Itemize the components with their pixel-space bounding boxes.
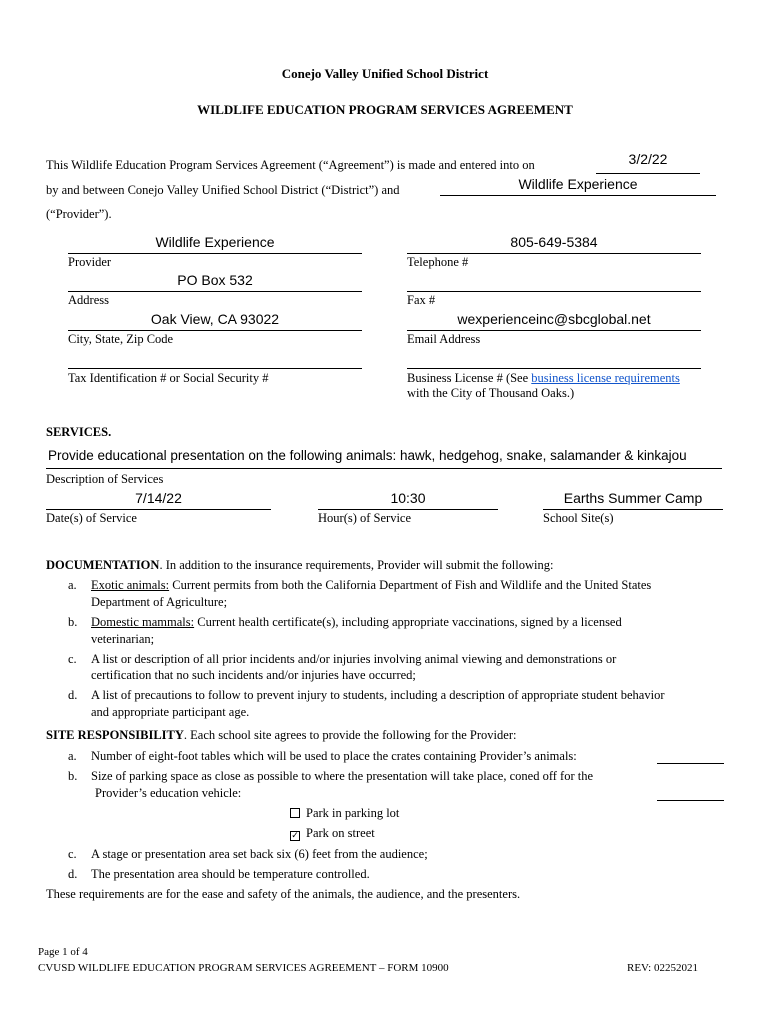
services-heading: SERVICES. xyxy=(46,425,112,439)
site-closing: These requirements are for the ease and safety of the animals, the audience, and the presenters. xyxy=(46,887,521,901)
option-park-street[interactable] xyxy=(290,826,375,841)
service-hours-label: Hour(s) of Service xyxy=(318,511,412,525)
site-intro-text: . Each school site agrees to provide the following for the Provider: xyxy=(183,728,517,742)
form-footer: CVUSD WILDLIFE EDUCATION PROGRAM SERVICES AGREEMENT – FORM 10900 xyxy=(38,962,449,974)
doc-item-b-text: Current health certificate(s), including appropriate vaccinations, signed by a licensed xyxy=(194,615,622,629)
doc-item-d-marker: d. xyxy=(68,688,78,702)
telephone-field[interactable]: 805-649-5384 xyxy=(510,234,598,250)
agreement-date-underline xyxy=(596,173,700,174)
business-license-link[interactable]: business license requirements xyxy=(531,371,680,385)
tax-id-underline xyxy=(68,368,362,369)
school-site-underline xyxy=(543,509,723,510)
site-item-b-marker: b. xyxy=(68,769,78,783)
provider-name-underline xyxy=(440,195,716,196)
provider-name-intro-field[interactable]: Wildlife Experience xyxy=(518,176,638,192)
site-item-a-text: Number of eight-foot tables which will be used to place the crates containing Provider’s animals: xyxy=(91,749,577,763)
address-underline xyxy=(68,291,362,292)
email-field[interactable]: wexperienceinc@sbcglobal.net xyxy=(457,311,651,327)
city-underline xyxy=(68,330,362,331)
fax-label: Fax # xyxy=(407,293,436,307)
doc-item-b-lead: Domestic mammals: xyxy=(91,615,195,629)
documentation-heading: DOCUMENTATION xyxy=(46,558,160,572)
tables-count-field[interactable] xyxy=(657,763,724,764)
fax-underline xyxy=(407,291,701,292)
revision: REV: 02252021 xyxy=(627,962,698,974)
service-date-underline xyxy=(46,509,271,510)
school-site-field[interactable]: Earths Summer Camp xyxy=(563,490,703,506)
intro-line-1: This Wildlife Education Program Services Agreement (“Agreement”) is made and entered into on xyxy=(46,158,535,172)
business-license-underline xyxy=(407,368,701,369)
telephone-label: Telephone # xyxy=(407,255,469,269)
checkbox-checked-icon[interactable]: ✓ xyxy=(291,831,299,841)
email-label: Email Address xyxy=(407,332,481,346)
service-date-label: Date(s) of Service xyxy=(46,511,137,525)
doc-item-d-line2: and appropriate participant age. xyxy=(91,705,250,719)
intro-line-2: by and between Conejo Valley Unified School District (“District”) and xyxy=(46,183,400,197)
service-hours-field[interactable]: 10:30 xyxy=(390,490,426,506)
site-item-b-text: Size of parking space as close as possible to where the presentation will take place, coned off for the xyxy=(91,769,594,783)
provider-label: Provider xyxy=(68,255,112,269)
site-item-b-line2: Provider’s education vehicle: xyxy=(95,786,242,800)
telephone-underline xyxy=(407,253,701,254)
doc-item-a-line2: Department of Agriculture; xyxy=(91,595,228,609)
site-heading: SITE RESPONSIBILITY xyxy=(46,728,184,742)
documentation-intro xyxy=(46,558,553,573)
site-item-d-text: The presentation area should be temperature controlled. xyxy=(91,867,370,881)
doc-item-a-lead: Exotic animals: xyxy=(91,578,170,592)
agreement-date-field[interactable]: 3/2/22 xyxy=(628,151,668,167)
business-license-label-suffix: with the City of Thousand Oaks.) xyxy=(407,386,575,400)
city-label: City, State, Zip Code xyxy=(68,332,174,346)
option-parking-lot-label: Park in parking lot xyxy=(306,806,400,820)
services-description-underline xyxy=(46,468,722,469)
business-license-label xyxy=(407,371,680,386)
parking-size-field[interactable] xyxy=(657,800,724,801)
option-parking-lot[interactable] xyxy=(290,806,399,821)
doc-item-d-text: A list of precautions to follow to prevent injury to students, including a description of appropriate student behavior xyxy=(91,688,665,702)
doc-item-a-text: Current permits from both the California Department of Fish and Wildlife and the United States xyxy=(169,578,652,592)
intro-line-3: (“Provider”). xyxy=(46,207,112,221)
services-description-field[interactable]: Provide educational presentation on the following animals: hawk, hedgehog, snake, salamander & kinkajou xyxy=(48,448,687,463)
district-name: Conejo Valley Unified School District xyxy=(281,66,489,81)
site-item-c-text: A stage or presentation area set back six (6) feet from the audience; xyxy=(91,847,428,861)
address-field[interactable]: PO Box 532 xyxy=(177,272,253,288)
business-license-label-prefix: Business License # (See xyxy=(407,371,529,385)
documentation-intro-text: . In addition to the insurance requirements, Provider will submit the following: xyxy=(159,558,554,572)
doc-item-c-text: A list or description of all prior incidents and/or injuries involving animal viewing and demonstrations or xyxy=(91,652,617,666)
site-item-c-marker: c. xyxy=(68,847,77,861)
agreement-title: WILDLIFE EDUCATION PROGRAM SERVICES AGREEMENT xyxy=(197,102,573,117)
address-label: Address xyxy=(68,293,109,307)
page-number: Page 1 of 4 xyxy=(38,946,88,958)
doc-item-a-marker: a. xyxy=(68,578,77,592)
email-underline xyxy=(407,330,701,331)
site-intro xyxy=(46,728,516,743)
doc-item-b-line2: veterinarian; xyxy=(91,632,155,646)
option-park-street-label: Park on street xyxy=(306,826,375,840)
service-hours-underline xyxy=(318,509,498,510)
doc-item-b xyxy=(91,615,622,630)
doc-item-c-line2: certification that no such incidents and/or injuries have occurred; xyxy=(91,668,416,682)
tax-id-label: Tax Identification # or Social Security # xyxy=(68,371,269,385)
city-field[interactable]: Oak View, CA 93022 xyxy=(150,311,280,327)
site-item-d-marker: d. xyxy=(68,867,78,881)
checkbox-icon[interactable] xyxy=(290,808,300,818)
school-site-label: School Site(s) xyxy=(543,511,614,525)
services-description-label: Description of Services xyxy=(46,472,164,486)
provider-underline xyxy=(68,253,362,254)
doc-item-b-marker: b. xyxy=(68,615,78,629)
site-item-a-marker: a. xyxy=(68,749,77,763)
service-date-field[interactable]: 7/14/22 xyxy=(135,490,182,506)
doc-item-c-marker: c. xyxy=(68,652,77,666)
doc-item-a xyxy=(91,578,651,593)
provider-field[interactable]: Wildlife Experience xyxy=(155,234,275,250)
